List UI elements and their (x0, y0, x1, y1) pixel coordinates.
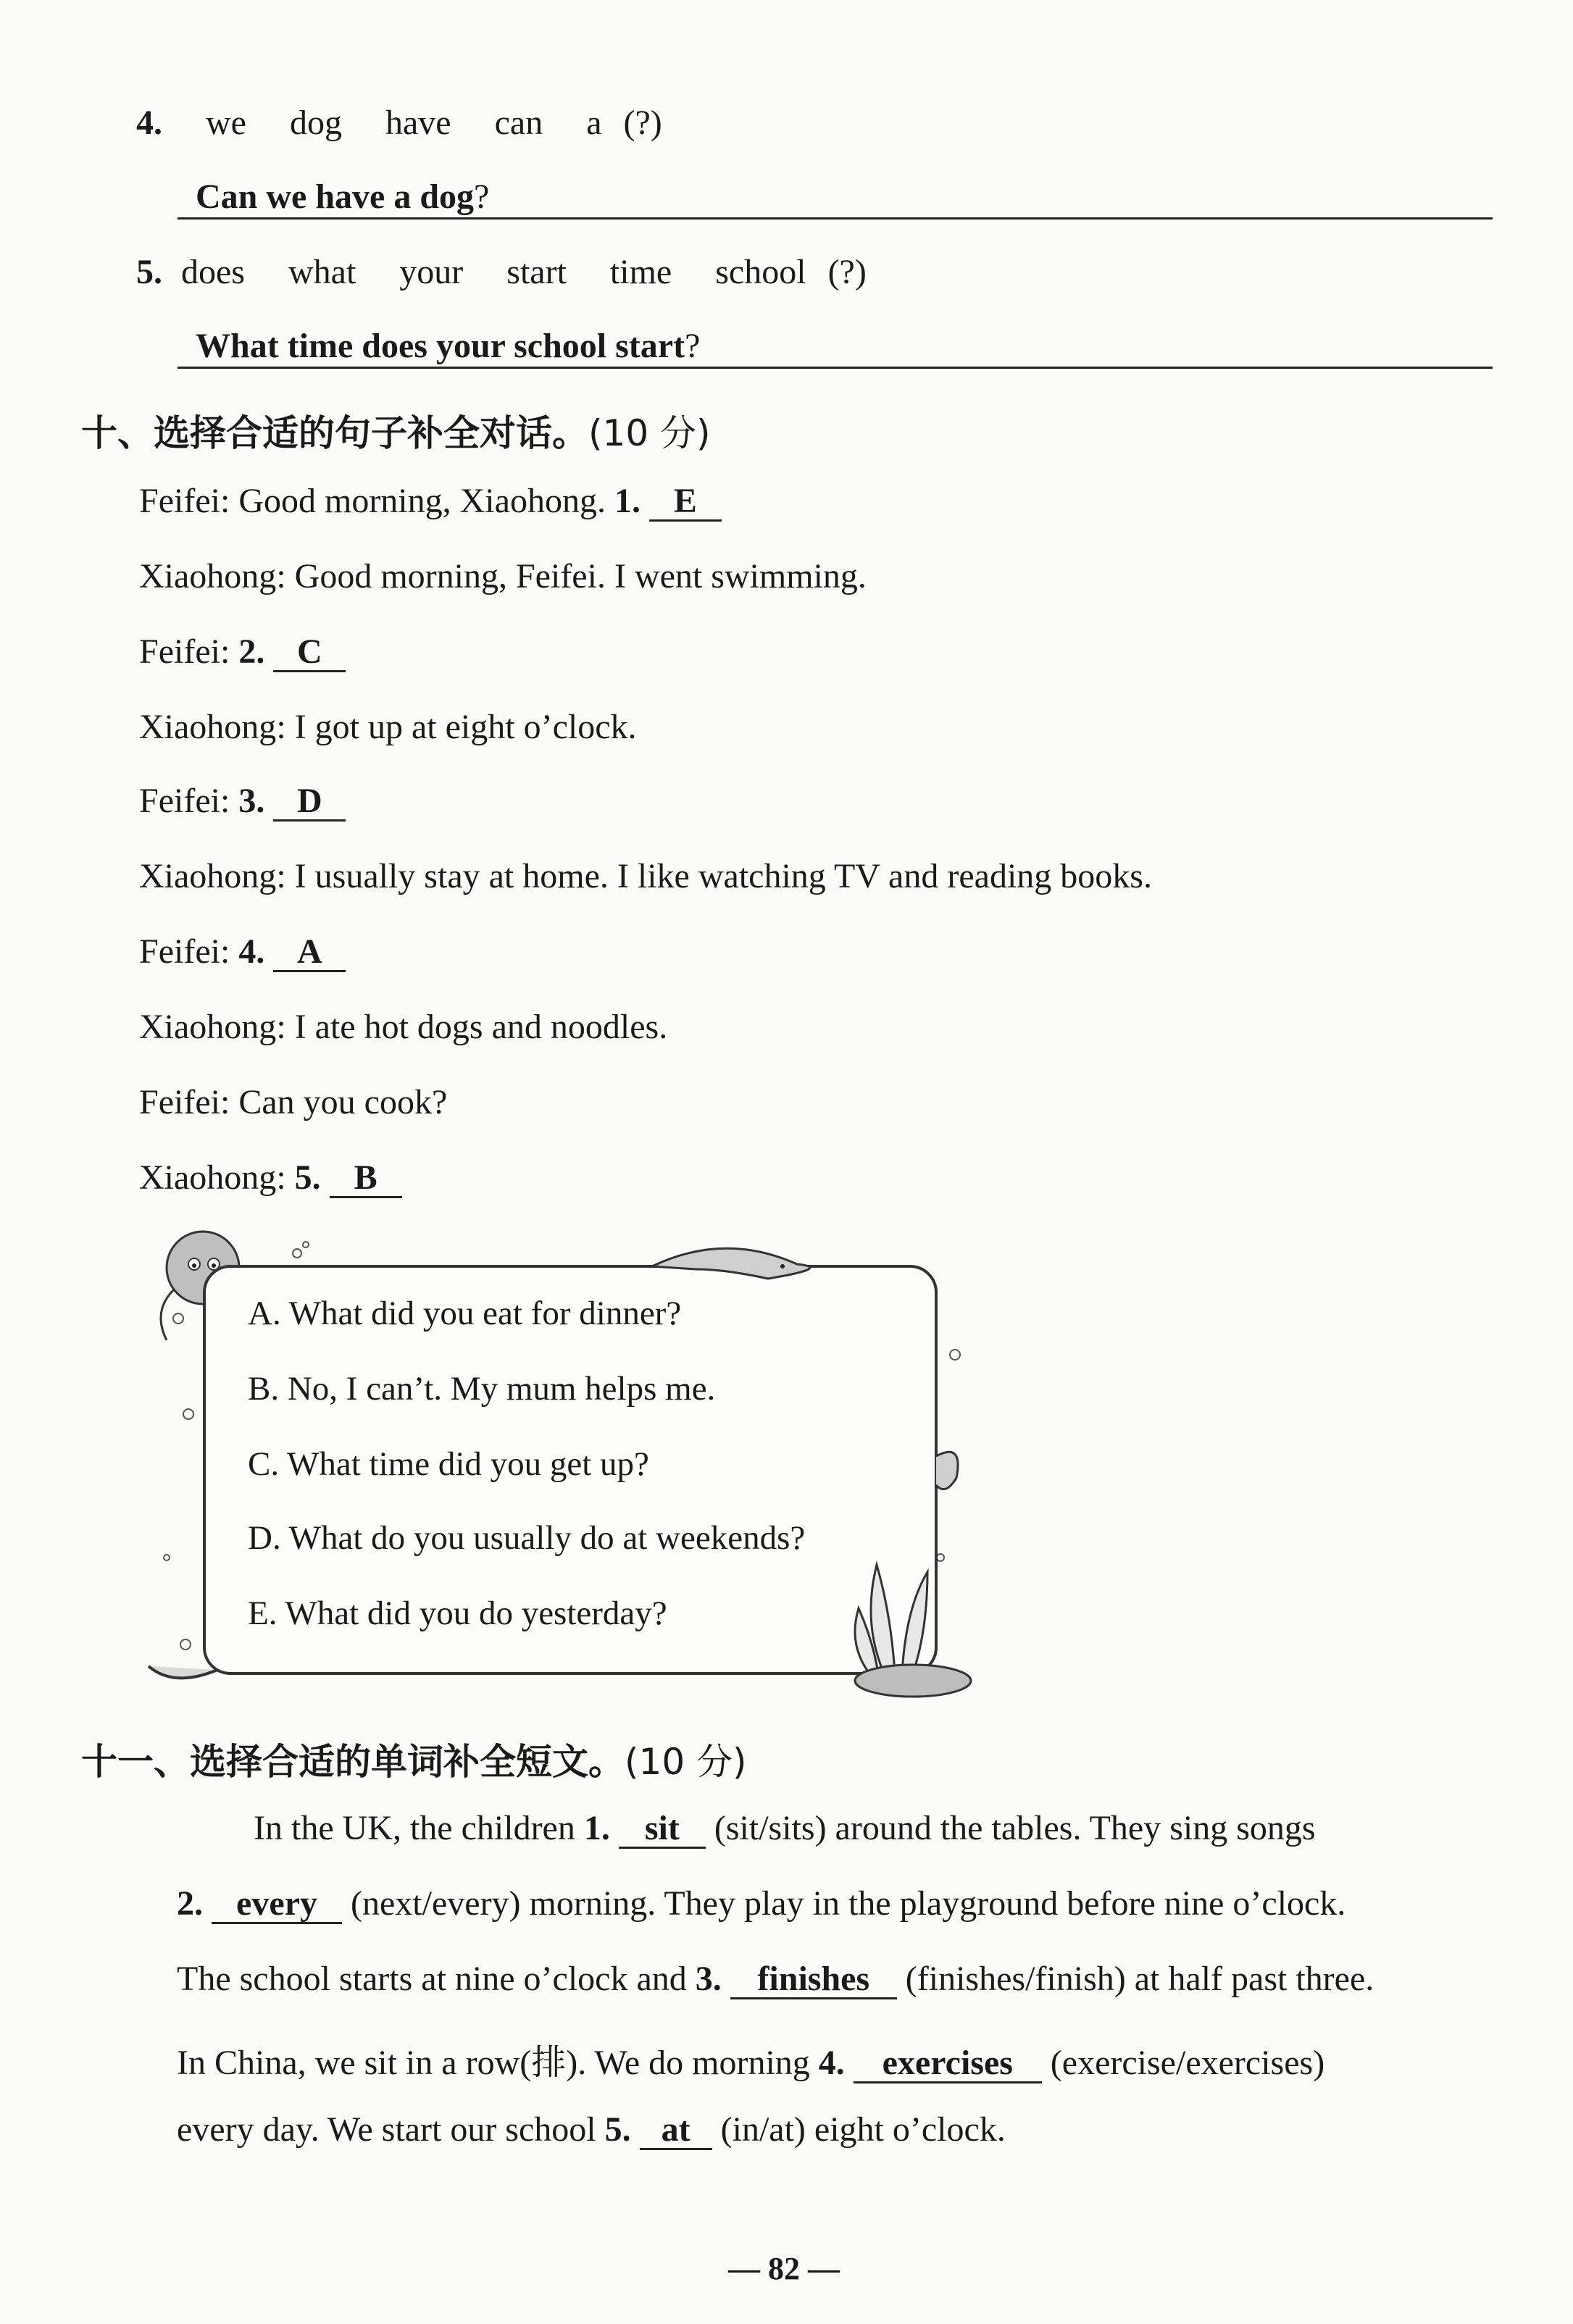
section-11-heading: 十一、选择合适的单词补全短文。(10 分) (81, 1741, 747, 1783)
passage-line-2: 2. every (next/every) morning. They play in the playground before nine o’clock. (177, 1884, 1345, 1924)
dialogue-line-2: Xiaohong: Good morning, Feifei. I went swimming. (139, 557, 867, 595)
item-5-answer: What time does your school start? (196, 327, 701, 365)
dialogue-line-6: Xiaohong: I usually stay at home. I like watching TV and reading books. (139, 857, 1152, 895)
option-d: D. What do you usually do at weekends? (248, 1519, 806, 1557)
passage-line-1: In the UK, the children 1. sit (sit/sits) around the tables. They sing songs (254, 1808, 1316, 1849)
dialogue-line-8: Xiaohong: I ate hot dogs and noodles. (139, 1008, 668, 1046)
page-number: — 82 — (728, 2251, 840, 2286)
option-b: B. No, I can’t. My mum helps me. (248, 1370, 716, 1408)
item-4-prompt: 4. we dog have can a (?) (136, 104, 662, 142)
item-5-answer-line (178, 367, 1493, 369)
passage-line-5: every day. We start our school 5. at (in/at) eight o’clock. (177, 2110, 1006, 2150)
dialogue-line-9: Feifei: Can you cook? (139, 1083, 448, 1121)
item-4-answer-line (178, 217, 1493, 220)
dialogue-line-5: Feifei: 3. D (139, 781, 346, 822)
passage-line-4: In China, we sit in a row(排). We do morning 4. exercises (exercise/exercises) (177, 2034, 1324, 2084)
dialogue-line-4: Xiaohong: I got up at eight o’clock. (139, 708, 637, 746)
dialogue-line-10: Xiaohong: 5. B (139, 1158, 402, 1198)
dialogue-line-3: Feifei: 2. C (139, 632, 346, 672)
option-a: A. What did you eat for dinner? (248, 1295, 682, 1332)
option-e: E. What did you do yesterday? (248, 1594, 667, 1632)
item-5-prompt: 5. does what your start time school (?) (136, 253, 867, 291)
passage-line-3: The school starts at nine o’clock and 3. finishes (finishes/finish) at half past three. (177, 1959, 1374, 1999)
item-4-answer: Can we have a dog? (196, 177, 490, 216)
dialogue-line-1: Feifei: Good morning, Xiaohong. 1. E (139, 481, 722, 522)
option-c: C. What time did you get up? (248, 1445, 649, 1483)
section-10-heading: 十、选择合适的句子补全对话。(10 分) (81, 412, 711, 454)
dialogue-line-7: Feifei: 4. A (139, 932, 346, 972)
